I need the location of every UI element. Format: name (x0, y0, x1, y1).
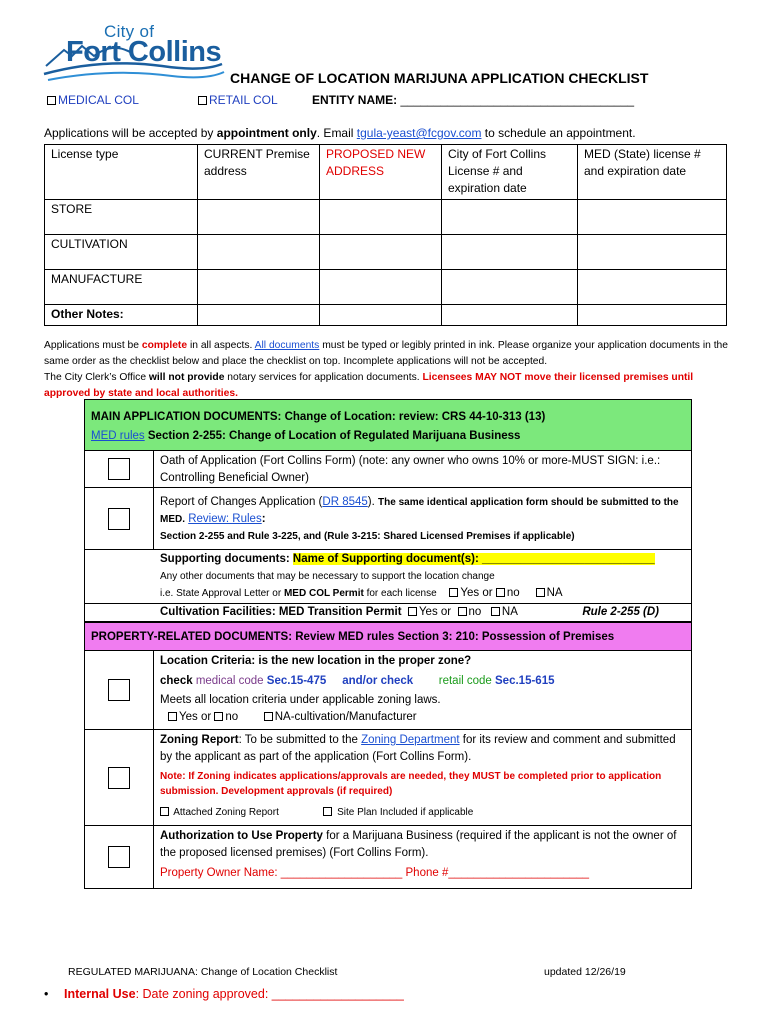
list-item (85, 603, 691, 622)
cell-input[interactable] (198, 235, 320, 270)
medical-col-label: MEDICAL COL (58, 93, 139, 107)
transition-label: Cultivation Facilities: MED Transition Permit (160, 606, 402, 618)
na-cultivation-label: NA-cultivation/Manufacturer (274, 711, 417, 723)
instructions-paragraph (44, 338, 734, 402)
intro-bold: appointment only (216, 126, 317, 140)
list-item (85, 451, 691, 488)
license-table (44, 144, 727, 326)
instr-complete: complete (141, 340, 188, 351)
bullet-icon: • (44, 987, 49, 1001)
instr-warning: Licensees MAY NOT move their licensed premises until approved by state and local authorities. (44, 372, 694, 399)
location-yes-checkbox[interactable] (168, 712, 177, 721)
authorization-checkbox[interactable] (108, 846, 130, 868)
cell-input[interactable] (198, 305, 320, 326)
row-cultivation: CULTIVATION (45, 235, 198, 270)
list-item (85, 826, 691, 888)
instr-text: The City Clerk’s Office (44, 372, 149, 383)
list-item (85, 730, 691, 826)
cell-input[interactable] (578, 305, 727, 326)
attached-zoning-checkbox[interactable] (160, 807, 169, 816)
no-label: no (468, 606, 482, 618)
supporting-desc: Any other documents that may be necessary to support the location change (160, 571, 495, 582)
zoning-label: Zoning Report (160, 734, 239, 746)
row-manufacture: MANUFACTURE (45, 270, 198, 305)
logo-name-text: Fort Collins (66, 36, 222, 68)
supporting-ie: i.e. State Approval Letter or (160, 588, 284, 599)
header-current-address: CURRENT Premise address (198, 145, 320, 200)
instr-text: must be typed or legibly printed in ink. Please organize your application documents in the same order as the checklist below and place the checklist on top. Incomplete applications will not be accepted. (44, 340, 729, 367)
location-title: Location Criteria: is the new location in the proper zone? (160, 655, 472, 667)
footer-updated: updated 12/26/19 (544, 966, 626, 978)
authorization-text: for a Marijuana Business (required if the applicant is not the owner of the proposed licensed premises) (Fort Collins Form). (160, 830, 677, 859)
property-owner-field[interactable]: Property Owner Name: ___________________ Phone #______________________ (160, 867, 590, 879)
authorization-label: Authorization to Use Property (160, 830, 323, 842)
checklist-box (84, 399, 692, 889)
intro-post: to schedule an appointment. (481, 126, 636, 140)
zoning-note: Note: If Zoning indicates applications/approvals are needed, they MUST be completed prior to application submission. Development approvals (if required) (160, 771, 662, 797)
supporting-name-field[interactable]: Name of Supporting document(s): ___________________________ (292, 553, 655, 565)
cell-input[interactable] (320, 270, 442, 305)
appointment-note (44, 126, 636, 140)
transition-no-checkbox[interactable] (458, 607, 467, 616)
supporting-label: Supporting documents (160, 553, 286, 565)
zoning-report-checkbox[interactable] (108, 767, 130, 789)
header-license-type: License type (45, 145, 198, 200)
row-other-notes: Other Notes: (45, 305, 198, 326)
instr-no-notary: will not provide (148, 372, 225, 383)
cell-input[interactable] (442, 200, 578, 235)
report-changes-checkbox[interactable] (108, 508, 130, 530)
header-city-license: City of Fort Collins License # and expiration date (442, 145, 578, 200)
cell-input[interactable] (578, 235, 727, 270)
retail-col-label: RETAIL COL (209, 93, 278, 107)
site-plan-checkbox[interactable] (323, 807, 332, 816)
changes-note: The same identical application form should be submitted to the MED. (160, 497, 679, 525)
cell-input[interactable] (578, 200, 727, 235)
supporting-no-checkbox[interactable] (496, 588, 505, 597)
check-label: check (160, 675, 193, 687)
instr-text: notary services for application documents. (224, 372, 423, 383)
yes-label: Yes or (418, 606, 452, 618)
entity-name-field[interactable] (312, 93, 634, 107)
location-criteria-checkbox[interactable] (108, 679, 130, 701)
entity-name-label: ENTITY NAME: (312, 93, 398, 107)
license-table-header-row (45, 145, 727, 200)
table-row (45, 200, 727, 235)
cell-input[interactable] (198, 200, 320, 235)
no-label: no (225, 711, 239, 723)
internal-use-line (44, 987, 404, 1001)
logo-city-text: City of (104, 22, 155, 41)
instr-text: Applications must be (44, 340, 142, 351)
meets-criteria: Meets all location criteria under applicable zoning laws. (160, 694, 441, 706)
yes-label: Yes or (179, 711, 212, 723)
cell-input[interactable] (320, 305, 442, 326)
zoning-text: for its review and comment and submitted by the applicant as part of the application (Fort Collins Form). (160, 734, 676, 763)
changes-text: ). (367, 496, 379, 508)
medical-checkbox[interactable] (47, 96, 56, 105)
zoning-department-link[interactable]: Zoning Department (361, 734, 460, 746)
transition-na-checkbox[interactable] (491, 607, 500, 616)
na-label: NA (501, 606, 518, 618)
table-row (45, 305, 727, 326)
location-na-checkbox[interactable] (264, 712, 273, 721)
sec-15-475-link[interactable]: Sec.15-475 (266, 675, 327, 687)
header-med-license: MED (State) license # and expiration date (578, 145, 727, 200)
oath-checkbox[interactable] (108, 458, 130, 480)
sec-15-615-link[interactable]: Sec.15-615 (495, 675, 555, 687)
oath-text: Oath of Application (Fort Collins Form) (note: any owner who owns 10% or more-MUST SIGN: i.e.: Controlling Beneficial Owner) (160, 455, 661, 484)
entity-name-blank[interactable]: ___________________________________ (400, 93, 635, 107)
supporting-ie: for each license (363, 588, 437, 599)
supporting-na-checkbox[interactable] (536, 588, 545, 597)
table-row (45, 235, 727, 270)
cell-input[interactable] (442, 270, 578, 305)
page-title: CHANGE OF LOCATION MARIJUNA APPLICATION CHECKLIST (230, 70, 649, 86)
zoning-text: : To be submitted to the (238, 734, 362, 746)
med-rules-link[interactable]: MED rules (91, 430, 145, 442)
changes-text: Report of Changes Application ( (160, 496, 323, 508)
changes-rules-text: Section 2-255 and Rule 3-225, and (Rule 3-215: Shared Licensed Premises if applicable) (160, 531, 575, 542)
transition-rule: Rule 2-255 (D) (582, 606, 659, 618)
all-documents-link[interactable]: All documents (254, 340, 320, 351)
cell-input[interactable] (320, 235, 442, 270)
main-header-line2: Section 2-255: Change of Location of Regulated Marijuana Business (144, 430, 521, 442)
retail-code-label: retail code (438, 675, 492, 687)
intro-pre: Applications will be accepted by (44, 126, 217, 140)
site-plan-label: Site Plan Included if applicable (337, 807, 474, 818)
retail-col-option[interactable] (198, 93, 278, 107)
row-store: STORE (45, 200, 198, 235)
internal-use-label: Internal Use (64, 987, 136, 1001)
location-no-checkbox[interactable] (214, 712, 223, 721)
footer-title: REGULATED MARIJUANA: Change of Location Checklist (68, 966, 338, 978)
list-item: Report of Changes Application (DR 8545). The same identical application form should be submitted to the MED. Review: Rules: Section 2-255 and Rule 3-225, and (Rule 3-215: Shared Licensed Premises if applicable) (85, 488, 691, 550)
header-proposed-address: PROPOSED NEW ADDRESS (320, 145, 442, 200)
fort-collins-logo (42, 22, 227, 84)
medical-code-label: medical code (195, 675, 264, 687)
cell-input[interactable] (578, 270, 727, 305)
zoning-approved-date-field[interactable]: : Date zoning approved: ___________________ (135, 987, 404, 1001)
cell-input[interactable] (320, 200, 442, 235)
dr-8545-link[interactable]: DR 8545 (322, 496, 368, 508)
cell-input[interactable] (442, 235, 578, 270)
review-rules-link[interactable]: Review: Rules (188, 513, 262, 525)
list-item: Supporting documents: Name of Supporting document(s): ___________________________ Any other documents that may be necessary to support the location change i.e. State Approval Letter or MED COL Permit for each license Yes or no NA (160, 553, 655, 599)
cell-input[interactable] (442, 305, 578, 326)
supporting-yes-checkbox[interactable] (449, 588, 458, 597)
email-link[interactable]: tgula-yeast@fcgov.com (356, 126, 482, 140)
main-documents-header (85, 400, 691, 451)
transition-yes-checkbox[interactable] (408, 607, 417, 616)
cell-input[interactable] (198, 270, 320, 305)
med-col-permit: MED COL Permit (283, 588, 364, 599)
medical-col-option[interactable] (47, 93, 139, 107)
main-header-line1: MAIN APPLICATION DOCUMENTS: Change of Location: review: CRS 44-10-313 (13) (91, 411, 546, 423)
na-label: NA (546, 587, 563, 599)
no-label: no (506, 587, 520, 599)
yes-label: Yes or (460, 587, 493, 599)
retail-checkbox[interactable] (198, 96, 207, 105)
intro-mid: . Email (316, 126, 357, 140)
attached-zoning-label: Attached Zoning Report (173, 807, 279, 818)
instr-text: in all aspects. (187, 340, 255, 351)
table-row (45, 270, 727, 305)
list-item (85, 651, 691, 730)
and-or-check: and/or check (342, 675, 414, 687)
property-documents-header: PROPERTY-RELATED DOCUMENTS: Review MED rules Section 3: 210: Possession of Premises (85, 622, 691, 651)
